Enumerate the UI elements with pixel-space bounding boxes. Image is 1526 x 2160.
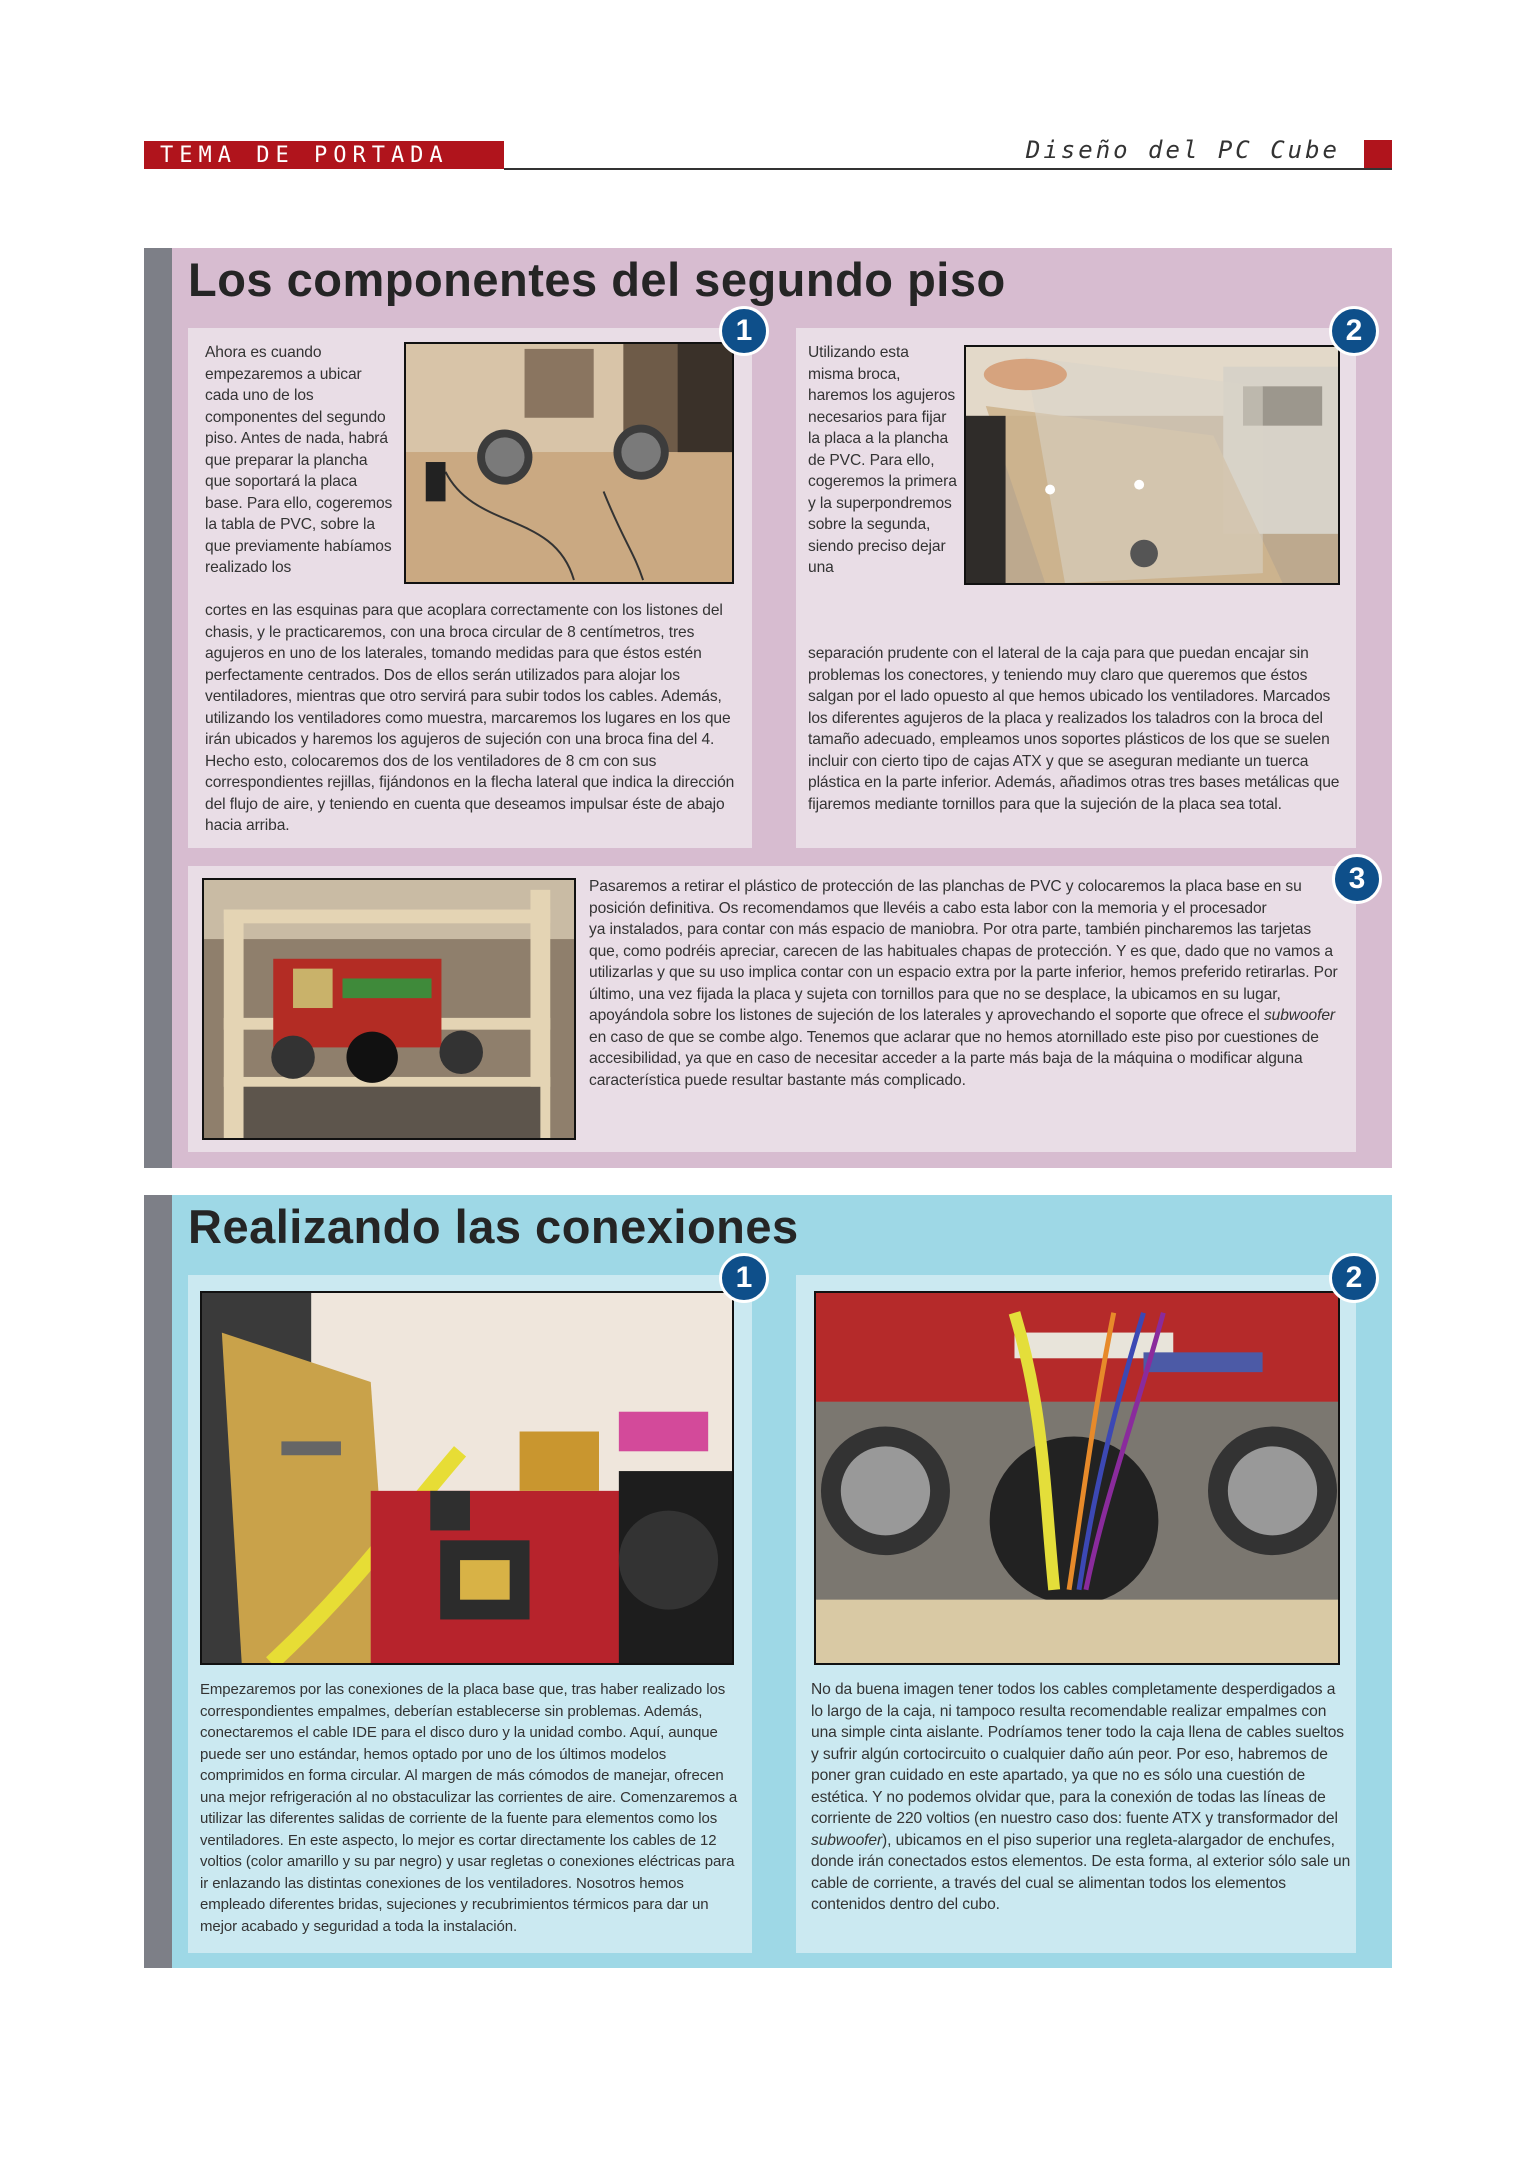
step-2-badge: 2: [1329, 306, 1379, 356]
step-card-2: [796, 1275, 1356, 1953]
section-connections: [144, 1195, 1392, 1968]
step-1-text: Empezaremos por las conexiones de la placa base que, tras haber realizado los correspondientes empalmes, deberían establecerse sin problemas. Además, conectaremos el cable IDE para el disco duro y la unidad combo. Aquí, aunque puede ser uno estándar, hemos optado por uno de los últimos modelos comprimidos en forma circular. Al margen de más cómodos de manejar, ofrecen una mejor refrigeración al no obstaculizar las corrientes de aire. Comenzaremos a utilizar las diferentes salidas de corriente de la fuente para elementos como los ventiladores. En este aspecto, lo mejor es cortar directamente los cables de 12 voltios (color amarillo y su par negro) y usar regletas o conexiones eléctricas para ir enlazando las distintas conexiones de los ventiladores. Nosotros hemos empleado diferentes bridas, sujeciones y recubrimientos térmicos para dar un mejor acabado y seguridad a toda la instalación.: [200, 1681, 738, 1935]
section-sidebar: [144, 1195, 172, 1968]
step-1-badge: 1: [719, 306, 769, 356]
step-3-badge: 3: [1332, 854, 1382, 904]
step-3-text: Pasaremos a retirar el plástico de protección de las planchas de PVC y colocaremos la placa base en su posición definitiva. Os recomendamos que llevéis a cabo esta labor con la memoria y el procesador ya instalados, para contar con más espacio de maniobra. Por otra parte, también pincharemos las tarjetas que, como podréis apreciar, carecen de las habituales chapas de protección. Y es que, dado que no vamos a utilizarlas y que su uso implica contar con un espacio extra por la parte inferior, hemos preferido retirarlas. Por último, una vez fijada la placa y sujeta con tornillos para que no se desplace, la ubicamos en su lugar, apoyándola sobre los listones de sujeción de los laterales y aprovechando el soporte que ofrece el subwoofer en caso de que se combe algo. Tenemos que aclarar que no hemos atornillado este piso por cuestiones de accesibilidad, ya que en caso de necesitar acceder a la parte más baja de la máquina o modificar alguna característica puede resultar bastante más complicado.: [589, 878, 1338, 1089]
step-card-1: [188, 328, 752, 848]
section-second-floor: [144, 248, 1392, 1168]
step-1-badge: 1: [719, 1253, 769, 1303]
step-2-text-full: separación prudente con el lateral de la caja para que puedan encajar sin problemas los conectores, y teniendo muy claro que queremos que éstos salgan por el lado opuesto al que hemos ubicado los ventiladores. Marcados los diferentes agujeros de la placa y realizados los taladros con la broca del tamaño adecuado, empleamos unos soportes plásticos de los que se suelen incluir con cierto tipo de cajas ATX y que se aseguran mediante un tuerca plástica en la parte inferior. Además, añadimos otras tres bases metálicas que fijaremos mediante tornillos para que la sujeción de la placa sea total.: [808, 645, 1340, 813]
photo-wood-plate-fans: [404, 342, 734, 584]
section-sidebar: [144, 248, 172, 1168]
header-rule: [504, 168, 1392, 170]
photo-motherboard-cables: [200, 1291, 734, 1665]
section-label: TEMA DE PORTADA: [144, 141, 504, 169]
step-2-text: No da buena imagen tener todos los cables completamente desperdigados a lo largo de la caja, ni tampoco resulta recomendable realizar empalmes con una simple cinta aislante. Podríamos tener todo la caja llena de cables sueltos y sufrir algún cortocircuito o cualquier daño aún peor. Por eso, habremos de poner gran cuidado en este apartado, ya que no es sólo una cuestión de estética. Y no podemos olvidar que, para la conexión de todas las líneas de corriente de 220 voltios (en nuestro caso dos: fuente ATX y transformador del subwoofer), ubicamos en el piso superior una regleta-alargador de enchufes, donde irán conectados estos elementos. De esta forma, al exterior sólo sale un cable de corriente, a través del cual se alimentan todos los elementos contenidos dentro del cubo.: [811, 1681, 1351, 1913]
step-card-1: [188, 1275, 752, 1953]
photo-cube-frame-board: [202, 878, 576, 1140]
section-title: Realizando las conexiones: [188, 1200, 799, 1253]
step-card-3: [188, 866, 1356, 1152]
step-2-text-side: Utilizando esta misma broca, haremos los agujeros necesarios para fijar la placa a la plancha de PVC. Para ello, cogeremos la primera y la superpondremos sobre la segunda, siendo preciso dejar una: [808, 344, 957, 576]
header-marker: [1364, 140, 1392, 168]
step-card-2: [796, 328, 1356, 848]
article-title: Diseño del PC Cube: [1025, 136, 1340, 164]
step-1-text-side: Ahora es cuando empezaremos a ubicar cada uno de los componentes del segundo piso. Antes de nada, habrá que preparar la plancha que soportará la placa base. Para ello, cogeremos la tabla de PVC, sobre la que previamente habíamos realizado los: [205, 344, 393, 576]
photo-hand-pvc-sheet: [964, 345, 1340, 585]
step-2-badge: 2: [1329, 1253, 1379, 1303]
photo-cables-through-hole: [814, 1291, 1340, 1665]
step-1-text-full: cortes en las esquinas para que acoplara correctamente con los listones del chasis, y le practicaremos, con una broca circular de 8 centímetros, tres agujeros en uno de los laterales, tomando medidas para que éstos estén perfectamente centrados. Dos de ellos serán utilizados para alojar los ventiladores, mientras que otro servirá para subir todos los cables. Además, utilizando los ventiladores como muestra, marcaremos los lugares en los que irán ubicados y haremos los agujeros de sujeción con una broca fina del 4. Hecho esto, colocaremos dos de los ventiladores de 8 cm con sus correspondientes rejillas, fijándonos en la flecha lateral que indica la dirección del flujo de aire, y teniendo en cuenta que deseamos impulsar éste de abajo hacia arriba.: [205, 602, 735, 834]
section-title: Los componentes del segundo piso: [188, 253, 1006, 306]
